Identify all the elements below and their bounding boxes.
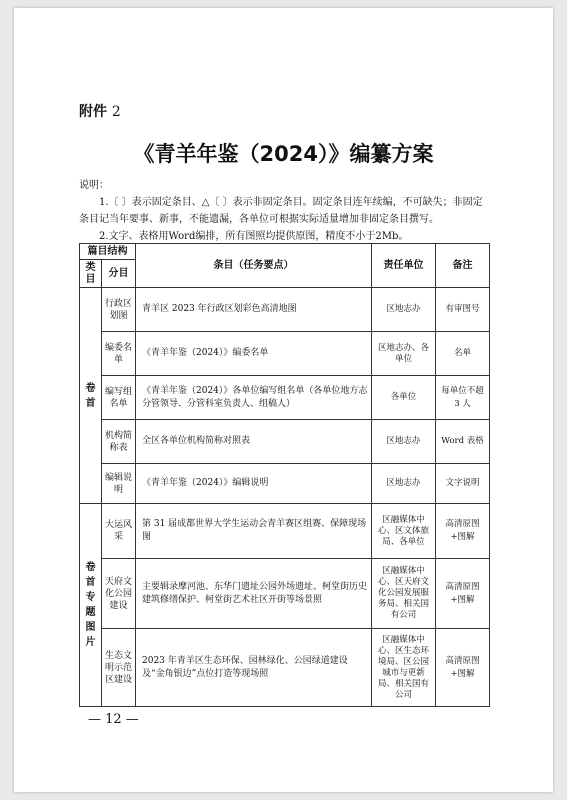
table-row: [80, 420, 490, 464]
subcategory-cell: 机构简称表: [102, 420, 136, 464]
attachment-label: 附件 2: [79, 104, 121, 120]
remark-cell: 名单: [436, 332, 490, 376]
table-row: [80, 288, 490, 332]
table-row: [80, 629, 490, 707]
header-unit: 责任单位: [372, 244, 436, 288]
remark-cell: 文字说明: [436, 464, 490, 504]
table-row: [80, 464, 490, 504]
table-row: [80, 504, 490, 559]
item-cell: 主要辑录摩河池、东华门遗址公园外场遗址、柯堂街历史建筑修缮保护、柯堂街艺术社区开街等场景照: [136, 559, 372, 629]
attachment-number: 2: [111, 104, 121, 120]
subcategory-cell: 行政区划图: [102, 288, 136, 332]
unit-cell: 区融媒体中心、区生态环境局、区公园城市与更新局、相关国有公司: [372, 629, 436, 707]
remark-cell: 有审图号: [436, 288, 490, 332]
unit-cell: 区融媒体中心、区天府文化公园发展服务局、相关国有公司: [372, 559, 436, 629]
subcategory-cell: 生态文明示范区建设: [102, 629, 136, 707]
subcategory-cell: 编写组名单: [102, 376, 136, 420]
structure-table: [79, 243, 490, 707]
remark-cell: 每单位不超 3 人: [436, 376, 490, 420]
category-cell: 卷首专题图片: [80, 504, 102, 707]
table-row: [80, 376, 490, 420]
unit-cell: 区融媒体中心、区文体旅局、各单位: [372, 504, 436, 559]
subcategory-cell: 天府文化公园建设: [102, 559, 136, 629]
item-cell: 《青羊年鉴（2024）》编辑说明: [136, 464, 372, 504]
header-remark: 备注: [436, 244, 490, 288]
remark-cell: 高清原图+图解: [436, 629, 490, 707]
subcategory-cell: 编委名单: [102, 332, 136, 376]
item-cell: 全区各单位机构简称对照表: [136, 420, 372, 464]
subcategory-cell: 大运风采: [102, 504, 136, 559]
item-cell: 青羊区 2023 年行政区划彩色高清地图: [136, 288, 372, 332]
unit-cell: 各单位: [372, 376, 436, 420]
header-subcategory: 分目: [102, 260, 136, 288]
header-structure: 篇目结构: [80, 244, 136, 260]
header-item: 条目（任务要点）: [136, 244, 372, 288]
table-row: [80, 332, 490, 376]
notes-line-1: 1.〔 〕表示固定条目、△〔 〕表示非固定条目。固定条目连年续编，不可缺失；非固定条目记当年要事、新事，不能遗漏，各单位可根据实际适量增加非固定条目撰写。: [79, 197, 483, 225]
remark-cell: Word 表格: [436, 420, 490, 464]
unit-cell: 区地志办: [372, 420, 436, 464]
category-cell: 卷首: [80, 288, 102, 504]
unit-cell: 区地志办、各单位: [372, 332, 436, 376]
item-cell: 《青羊年鉴（2024）》各单位编写组名单（各单位地方志分管领导、分管科室负责人、组稿人）: [136, 376, 372, 420]
unit-cell: 区地志办: [372, 288, 436, 332]
item-cell: 《青羊年鉴（2024）》编委名单: [136, 332, 372, 376]
subcategory-cell: 编辑说明: [102, 464, 136, 504]
header-category: 类目: [80, 260, 102, 288]
notes-line-2: 2.文字、表格用Word编排，所有图照均提供原图，精度不小于2Mb。: [99, 231, 409, 242]
document-title: 《青羊年鉴（2024）》编纂方案: [133, 142, 434, 166]
remark-cell: 高清原图+图解: [436, 559, 490, 629]
unit-cell: 区地志办: [372, 464, 436, 504]
page-number: — 12 —: [88, 712, 139, 727]
item-cell: 第 31 届成都世界大学生运动会青羊赛区组赛、保障现场图: [136, 504, 372, 559]
remark-cell: 高清原图+图解: [436, 504, 490, 559]
item-cell: 2023 年青羊区生态环保、园林绿化、公园绿道建设及“金角银边”点位打造等现场照: [136, 629, 372, 707]
table-row: [80, 559, 490, 629]
notes-heading: 说明：: [79, 180, 109, 191]
